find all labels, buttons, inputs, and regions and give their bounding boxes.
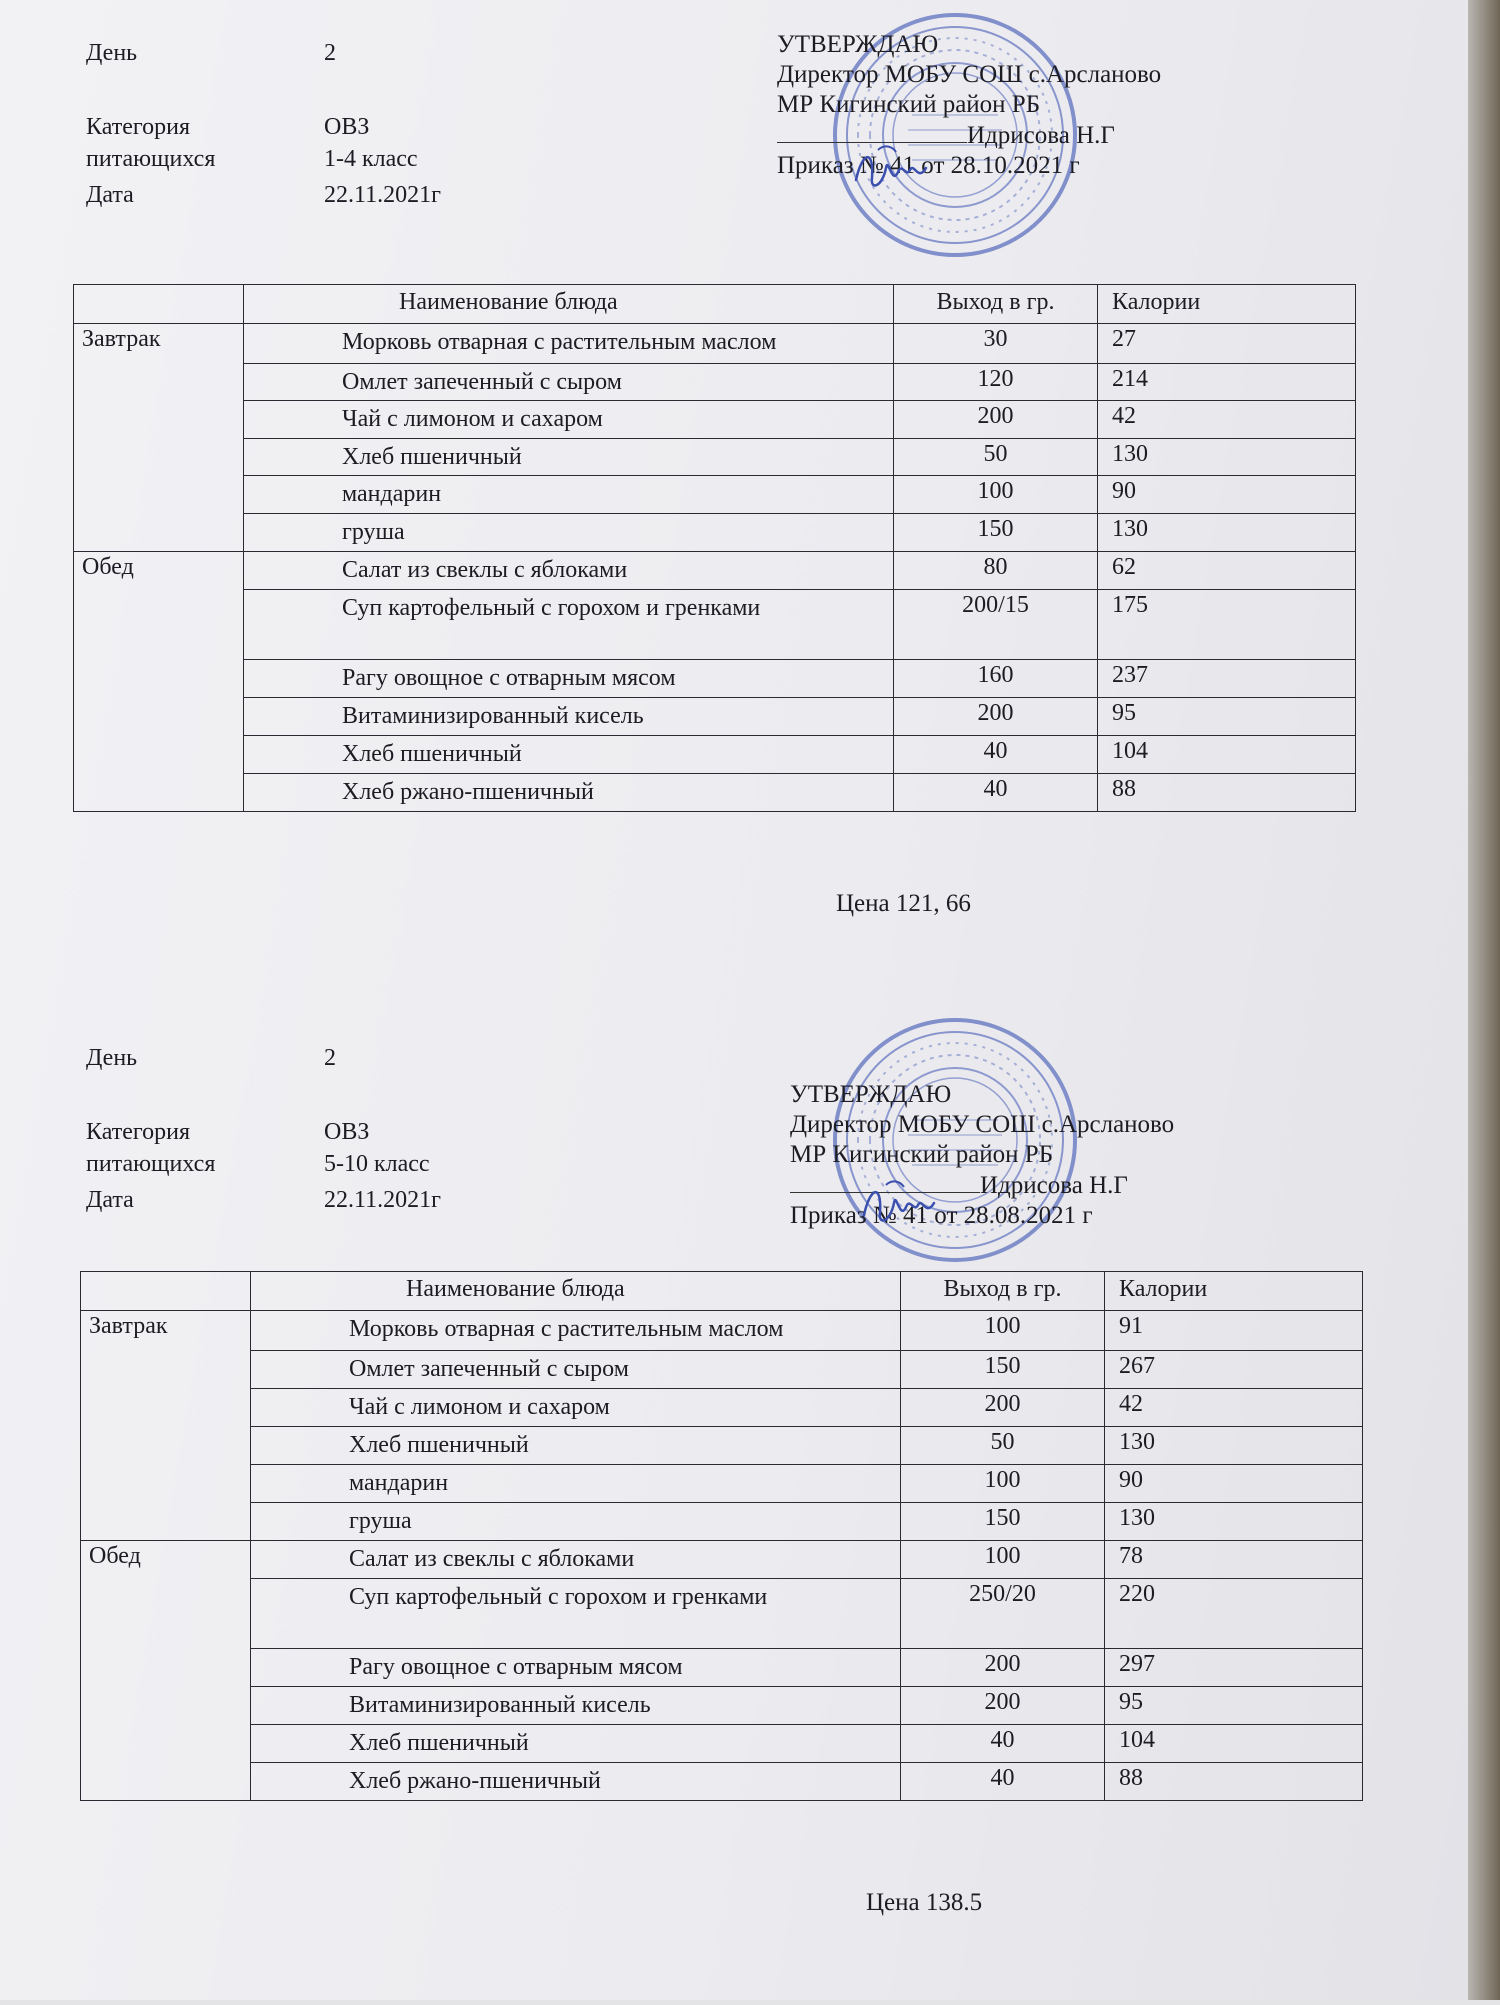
dish-name-cell: Хлеб пшеничный [251, 1725, 901, 1763]
menu-table-body [81, 1311, 1363, 1801]
table-row [81, 1311, 1363, 1351]
class-value: 5-10 класс [324, 1151, 430, 1177]
dish-name-cell: Хлеб пшеничный [251, 1427, 901, 1465]
dish-name-cell: Хлеб пшеничный [244, 439, 894, 476]
dish-name-cell: Хлеб пшеничный [244, 736, 894, 774]
calories-cell: 267 [1105, 1351, 1363, 1389]
calories-cell: 62 [1098, 552, 1356, 590]
dish-name-cell: груша [244, 514, 894, 552]
menu-table [80, 1271, 1363, 1801]
yield-cell: 100 [894, 476, 1098, 514]
yield-cell: 40 [901, 1725, 1105, 1763]
approval-order: Приказ № 41 от 28.10.2021 г [777, 152, 1080, 179]
yield-cell: 250/20 [901, 1579, 1105, 1649]
table-row [81, 1351, 1363, 1389]
dish-name-cell: Чай с лимоном и сахаром [244, 401, 894, 439]
dish-name-cell: Омлет запеченный с сыром [244, 364, 894, 401]
meal-column-header [74, 285, 244, 324]
table-row [74, 660, 1356, 698]
meal-name-cell: Обед [74, 552, 244, 812]
yield-cell: 40 [901, 1763, 1105, 1801]
calories-cell: 237 [1098, 660, 1356, 698]
menu-table [73, 284, 1356, 812]
calories-cell: 90 [1105, 1465, 1363, 1503]
approval-director: Директор МОБУ СОШ с.Арсланово [790, 1111, 1175, 1138]
table-row [81, 1579, 1363, 1649]
date-value: 22.11.2021г [324, 182, 441, 208]
meal-name-cell: Завтрак [81, 1311, 251, 1541]
table-row [81, 1649, 1363, 1687]
yield-cell: 120 [894, 364, 1098, 401]
category-label: Категория [86, 114, 190, 140]
dish-name-cell: Хлеб ржано-пшеничный [251, 1763, 901, 1801]
yield-cell: 80 [894, 552, 1098, 590]
calories-cell: 91 [1105, 1311, 1363, 1351]
date-label: Дата [86, 1187, 134, 1213]
calories-cell: 297 [1105, 1649, 1363, 1687]
dish-name-cell: Салат из свеклы с яблоками [251, 1541, 901, 1579]
dish-name-cell: груша [251, 1503, 901, 1541]
approval-director: Директор МОБУ СОШ с.Арсланово [777, 61, 1162, 88]
yield-cell: 100 [901, 1465, 1105, 1503]
date-label: Дата [86, 182, 134, 208]
menu-table-body [74, 324, 1356, 812]
table-row [81, 1687, 1363, 1725]
dish-name-cell: Суп картофельный с горохом и гренками [244, 590, 894, 660]
category-label-2: питающихся [86, 1151, 216, 1177]
day-label: День [86, 40, 138, 66]
yield-cell: 200 [894, 698, 1098, 736]
yield-column-header: Выход в гр. [894, 285, 1098, 324]
calories-cell: 42 [1098, 401, 1356, 439]
table-row [74, 590, 1356, 660]
yield-cell: 50 [901, 1427, 1105, 1465]
calories-cell: 90 [1098, 476, 1356, 514]
approval-signature-line [790, 1170, 1174, 1201]
yield-cell: 40 [894, 774, 1098, 812]
table-row [81, 1725, 1363, 1763]
calories-cell: 175 [1098, 590, 1356, 660]
yield-cell: 200 [894, 401, 1098, 439]
dish-name-cell: Чай с лимоном и сахаром [251, 1389, 901, 1427]
calories-cell: 42 [1105, 1389, 1363, 1427]
table-row [74, 698, 1356, 736]
yield-cell: 40 [894, 736, 1098, 774]
meal-column-header [81, 1272, 251, 1311]
approval-district: МР Кигинский район РБ [790, 1141, 1054, 1168]
handwritten-signature [848, 138, 938, 198]
approval-block [790, 1080, 1174, 1231]
approval-title: УТВЕРЖДАЮ [777, 31, 939, 58]
table-row [74, 324, 1356, 364]
dish-name-cell: мандарин [251, 1465, 901, 1503]
table-row [74, 364, 1356, 401]
dish-name-cell: Омлет запеченный с сыром [251, 1351, 901, 1389]
category-value: ОВЗ [324, 114, 370, 140]
yield-cell: 50 [894, 439, 1098, 476]
calories-column-header: Калории [1105, 1272, 1363, 1311]
yield-cell: 150 [901, 1503, 1105, 1541]
category-value: ОВЗ [324, 1119, 370, 1145]
table-row [74, 401, 1356, 439]
yield-cell: 200/15 [894, 590, 1098, 660]
yield-cell: 200 [901, 1389, 1105, 1427]
table-header-row [74, 285, 1356, 324]
yield-cell: 100 [901, 1311, 1105, 1351]
calories-cell: 78 [1105, 1541, 1363, 1579]
yield-cell: 200 [901, 1649, 1105, 1687]
table-surface-edge [1468, 0, 1500, 2000]
dish-name-column-header: Наименование блюда [244, 285, 894, 324]
dish-name-cell: Суп картофельный с горохом и гренками [251, 1579, 901, 1649]
yield-column-header: Выход в гр. [901, 1272, 1105, 1311]
calories-cell: 104 [1098, 736, 1356, 774]
class-value: 1-4 класс [324, 146, 418, 172]
table-row [81, 1503, 1363, 1541]
dish-name-cell: мандарин [244, 476, 894, 514]
dish-name-cell: Салат из свеклы с яблоками [244, 552, 894, 590]
yield-cell: 30 [894, 324, 1098, 364]
table-row [81, 1389, 1363, 1427]
category-label: Категория [86, 1119, 190, 1145]
day-label: День [86, 1045, 138, 1071]
calories-cell: 88 [1098, 774, 1356, 812]
menu-section-2 [0, 1005, 1468, 2005]
calories-cell: 220 [1105, 1579, 1363, 1649]
dish-name-column-header: Наименование блюда [251, 1272, 901, 1311]
dish-name-cell: Витаминизированный кисель [251, 1687, 901, 1725]
day-value: 2 [324, 1045, 336, 1071]
table-row [81, 1541, 1363, 1579]
menu-section-1 [0, 0, 1468, 1000]
meal-name-cell: Обед [81, 1541, 251, 1801]
meal-name-cell: Завтрак [74, 324, 244, 552]
table-row [74, 439, 1356, 476]
day-value: 2 [324, 40, 336, 66]
table-row [81, 1427, 1363, 1465]
yield-cell: 200 [901, 1687, 1105, 1725]
approval-order: Приказ № 41 от 28.08.2021 г [790, 1202, 1093, 1229]
category-label-2: питающихся [86, 146, 216, 172]
approval-district: МР Кигинский район РБ [777, 91, 1041, 118]
calories-cell: 214 [1098, 364, 1356, 401]
approval-block [777, 30, 1161, 181]
calories-cell: 130 [1105, 1427, 1363, 1465]
calories-cell: 27 [1098, 324, 1356, 364]
approval-signer: Идрисова Н.Г [980, 1172, 1128, 1199]
table-row [74, 774, 1356, 812]
dish-name-cell: Рагу овощное с отварным мясом [251, 1649, 901, 1687]
table-row [81, 1465, 1363, 1503]
yield-cell: 150 [901, 1351, 1105, 1389]
dish-name-cell: Рагу овощное с отварным мясом [244, 660, 894, 698]
dish-name-cell: Витаминизированный кисель [244, 698, 894, 736]
yield-cell: 100 [901, 1541, 1105, 1579]
approval-signer: Идрисова Н.Г [967, 122, 1115, 149]
dish-name-cell: Хлеб ржано-пшеничный [244, 774, 894, 812]
calories-column-header: Калории [1098, 285, 1356, 324]
table-row [74, 552, 1356, 590]
table-row [81, 1763, 1363, 1801]
calories-cell: 104 [1105, 1725, 1363, 1763]
table-header-row [81, 1272, 1363, 1311]
table-row [74, 736, 1356, 774]
table-row [74, 476, 1356, 514]
date-value: 22.11.2021г [324, 1187, 441, 1213]
calories-cell: 95 [1098, 698, 1356, 736]
calories-cell: 88 [1105, 1763, 1363, 1801]
calories-cell: 130 [1098, 514, 1356, 552]
table-row [74, 514, 1356, 552]
handwritten-signature [856, 1173, 946, 1233]
approval-signature-line [777, 120, 1161, 151]
dish-name-cell: Морковь отварная с растительным маслом [251, 1311, 901, 1351]
calories-cell: 95 [1105, 1687, 1363, 1725]
price-label: Цена 138.5 [866, 1889, 983, 1916]
yield-cell: 150 [894, 514, 1098, 552]
price-label: Цена 121, 66 [836, 890, 971, 917]
calories-cell: 130 [1105, 1503, 1363, 1541]
calories-cell: 130 [1098, 439, 1356, 476]
approval-title: УТВЕРЖДАЮ [790, 1081, 952, 1108]
yield-cell: 160 [894, 660, 1098, 698]
dish-name-cell: Морковь отварная с растительным маслом [244, 324, 894, 364]
